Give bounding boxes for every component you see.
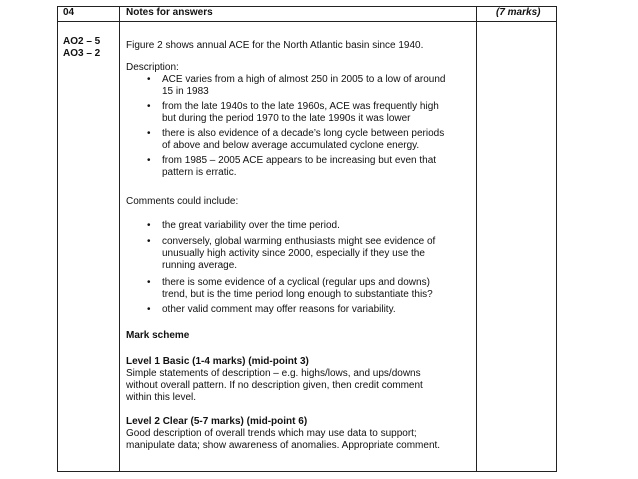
bullet-line: there is also evidence of a decade’s long cycle between periods [162, 128, 445, 139]
bullet-icon: • [147, 304, 151, 315]
bullet-icon: • [147, 236, 151, 247]
level-1-line: Simple statements of description – e.g. highs/lows, and ups/downs [126, 368, 421, 379]
bullet-icon: • [147, 101, 151, 112]
bullet-line: of above and below average accumulated cyclone energy. [162, 140, 420, 151]
bullet-line: ACE varies from a high of almost 250 in 2005 to a low of around [162, 74, 446, 85]
bullet-line: unusually high activity since 2000, especially if they use the [162, 248, 425, 259]
intro-text: Figure 2 shows annual ACE for the North Atlantic basin since 1940. [126, 40, 424, 51]
bullet-line: from 1985 – 2005 ACE appears to be increasing but even that [162, 155, 437, 166]
marks-total: (7 marks) [496, 7, 541, 18]
bullet-icon: • [147, 155, 151, 166]
bullet-line: pattern is erratic. [162, 167, 237, 178]
description-heading: Description: [126, 62, 179, 73]
level-1-line: within this level. [126, 392, 197, 403]
bullet-icon: • [147, 277, 151, 288]
column-divider [476, 7, 477, 471]
level-1-title: Level 1 Basic (1-4 marks) (mid-point 3) [126, 356, 309, 367]
bullet-line: there is some evidence of a cyclical (regular ups and downs) [162, 277, 430, 288]
bullet-line: 15 in 1983 [162, 86, 209, 97]
bullet-line: the great variability over the time period. [162, 220, 340, 231]
bullet-line: other valid comment may offer reasons for variability. [162, 304, 396, 315]
column-header-notes: Notes for answers [126, 7, 213, 18]
comments-heading: Comments could include: [126, 196, 239, 207]
bullet-line: from the late 1940s to the late 1960s, ACE was frequently high [162, 101, 439, 112]
column-divider [119, 7, 120, 471]
bullet-line: running average. [162, 260, 238, 271]
question-number: 04 [63, 7, 75, 18]
mark-scheme-heading: Mark scheme [126, 330, 190, 341]
bullet-icon: • [147, 128, 151, 139]
level-2-title: Level 2 Clear (5-7 marks) (mid-point 6) [126, 416, 308, 427]
level-2-line: manipulate data; show awareness of anomalies. Appropriate comment. [126, 440, 441, 451]
bullet-icon: • [147, 220, 151, 231]
assessment-objective: AO2 – 5 [63, 36, 101, 47]
header-row-divider [58, 21, 556, 22]
level-2-line: Good description of overall trends which may use data to support; [126, 428, 417, 439]
bullet-icon: • [147, 74, 151, 85]
bullet-line: conversely, global warming enthusiasts might see evidence of [162, 236, 436, 247]
bullet-line: trend, but is the time period long enough to substantiate this? [162, 289, 433, 300]
assessment-objective: AO3 – 2 [63, 48, 101, 59]
bullet-line: but during the period 1970 to the late 1990s it was lower [162, 113, 411, 124]
level-1-line: without overall pattern. If no description given, then credit comment [126, 380, 423, 391]
